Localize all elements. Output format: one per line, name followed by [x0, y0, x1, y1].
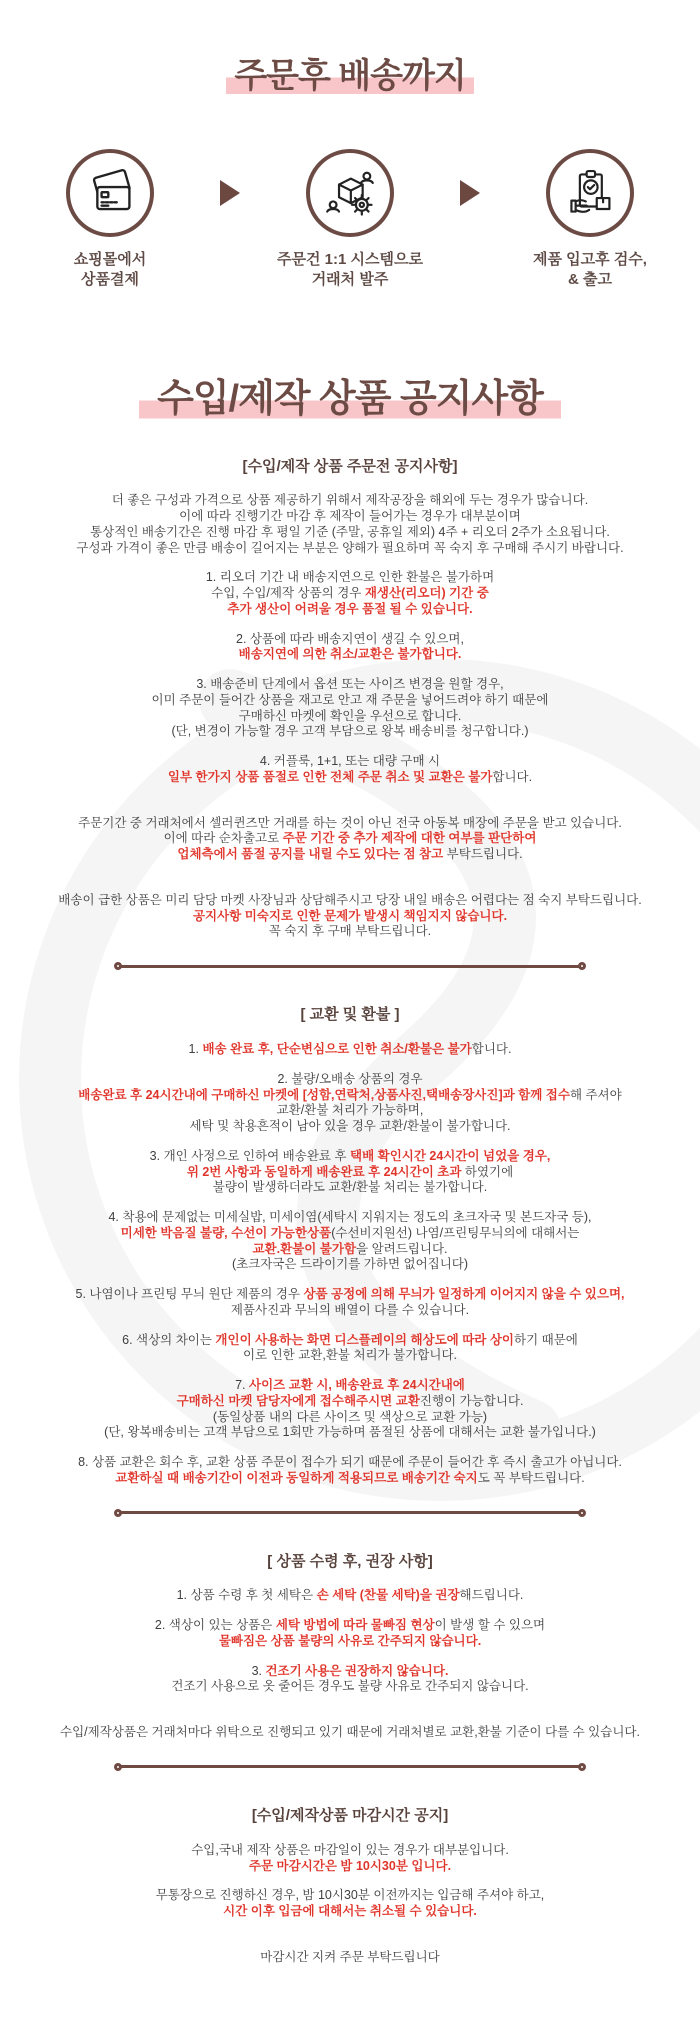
notice-text-red: 사이즈 교환 시, 배송완료 후 24시간내에 — [249, 1378, 465, 1393]
notice-paragraph — [14, 677, 686, 740]
notice-paragraph — [14, 1950, 686, 1966]
notice-text: (수선비지원선) 나염/프린팅무늬의에 대해서는 — [331, 1225, 580, 1240]
process-step — [26, 149, 194, 291]
notice-text-red: 상품 공정에 의해 무늬가 일정하게 이어지지 않을 수 있으며, — [303, 1287, 625, 1302]
notice-text: 꼭 숙지 후 구매 부탁드립니다. — [268, 924, 432, 939]
notice-title — [0, 367, 700, 422]
notice-text: 하였기에 — [461, 1164, 514, 1179]
notice-text-red: 미세한 박음질 불량, 수선이 가능한상품 — [120, 1225, 332, 1240]
order-system-icon — [306, 149, 394, 237]
section-header: [ 상품 수령 후, 권장 사항] — [267, 1552, 433, 1570]
notice-text: 8. 상품 교환은 회수 후, 교환 상품 주문이 접수가 되기 때문에 주문이 들어간 후 즉시 출고가 아닙니다. — [78, 1455, 622, 1470]
divider-dot — [578, 962, 586, 970]
arrow-right-icon — [460, 180, 480, 206]
notice-text-red: 업체측에서 품절 공지를 내릴 수도 있다는 점 참고 — [177, 847, 444, 862]
section-header: [수입/제작상품 마감시간 공지] — [251, 1806, 449, 1824]
notice-text-red: 구매하신 마켓 담당자에게 접수해주시면 교환 — [176, 1393, 420, 1408]
notice-text-red: 교환하실 때 배송기간이 이전과 동일하게 적용되므로 배송기간 숙지 — [115, 1470, 478, 1485]
notice-text-red: 시간 이후 입금에 대해서는 취소될 수 있습니다. — [223, 1904, 477, 1919]
divider-dot — [578, 1763, 586, 1771]
notice-paragraph — [14, 816, 686, 863]
notice-text: 6. 색상의 차이는 — [122, 1332, 216, 1347]
notice-paragraph — [14, 1333, 686, 1365]
notice-text: 1. — [188, 1042, 203, 1057]
notice-paragraph — [14, 632, 686, 664]
notice-text: 도 꼭 부탁드립니다. — [477, 1470, 585, 1485]
notice-paragraph — [14, 1725, 686, 1741]
notice-text: 수입,국내 제작 상품은 마감일이 있는 경우가 대부분입니다. — [191, 1842, 509, 1857]
notice-text: 수입/제작상품은 거래처마다 위탁으로 진행되고 있기 때문에 거래처별로 교환,환불 기준이 다를 수 있습니다. — [60, 1725, 640, 1740]
section-divider — [114, 1509, 586, 1517]
notice-text-red: 배송 완료 후, 단순변심으로 인한 취소/환불은 불가 — [202, 1042, 472, 1057]
notice-text: 3. 개인 사정으로 인하여 배송완료 후 — [149, 1148, 350, 1163]
notice-text-red: 주문 마감시간은 밤 10시30분 입니다. — [248, 1858, 452, 1873]
notice-paragraph — [14, 1455, 686, 1487]
notice-text: 건조기 사용으로 옷 줄어든 경우도 불량 사유로 간주되지 않습니다. — [171, 1679, 529, 1694]
notice-text-red: 위 2번 사항과 동일하게 배송완료 후 24시간이 초과 — [186, 1164, 462, 1179]
notice-text-red: 택배 확인시간 24시간이 넘었을 경우, — [350, 1148, 551, 1163]
notice-text: 더 좋은 구성과 가격으로 상품 제공하기 위해서 제작공장을 해외에 두는 경우가 많습니다. — [111, 493, 589, 508]
process-step — [506, 149, 674, 291]
notice-paragraph — [14, 1664, 686, 1696]
notice-text-red: 물빠짐은 상품 불량의 사유로 간주되지 않습니다. — [218, 1633, 482, 1648]
notice-paragraph — [14, 1618, 686, 1650]
notice-paragraph — [14, 1287, 686, 1319]
notice-text: 교환/환불 처리가 가능하며, — [276, 1103, 424, 1118]
notice-paragraph — [14, 1888, 686, 1920]
notice-text: 제품사진과 무늬의 배열이 다를 수 있습니다. — [230, 1302, 470, 1317]
notice-text: 5. 나염이나 프린팅 무늬 원단 제품의 경우 — [75, 1287, 304, 1302]
notice-text: 세탁 및 착용흔적이 남아 있을 경우 교환/환불이 불가합니다. — [189, 1119, 511, 1134]
notice-text: 이미 주문이 들어간 상품을 재고로 안고 재 주문을 넣어드려야 하기 때문에 — [151, 692, 549, 707]
notice-text: 해 주셔야 — [569, 1087, 622, 1102]
notice-text: 해드립니다. — [459, 1588, 524, 1603]
notice-text: 무통장으로 진행하신 경우, 밤 10시30분 이전까지는 입금해 주셔야 하고, — [155, 1888, 545, 1903]
notice-text: 구매하신 마켓에 확인을 우선으로 합니다. — [238, 708, 462, 723]
notice-title-highlight: 수입/제작 상품 공지사항 — [139, 378, 561, 420]
notice-text: (동일상품 내의 다른 사이즈 및 색상으로 교환 가능) — [212, 1409, 488, 1424]
notice-paragraph — [14, 1210, 686, 1273]
process-step-label: 제품 입고후 검수, & 출고 — [533, 251, 647, 289]
process-step-label: 쇼핑몰에서 상품결제 — [73, 251, 147, 289]
notice-text: 3. — [251, 1663, 266, 1678]
notice-text: 합니다. — [471, 1042, 512, 1057]
notice-text: 이 발생 할 수 있으며 — [434, 1618, 546, 1633]
notice-text: 수입, 수입/제작 상품의 경우 — [211, 586, 365, 601]
section-header: [ 교환 및 환불 ] — [300, 1006, 400, 1024]
notice-text: 7. — [235, 1378, 250, 1393]
notice-paragraph — [14, 1843, 686, 1875]
notice-text: (초크자국은 드라이기를 가하면 없어집니다) — [231, 1257, 469, 1272]
inspection-icon — [546, 149, 634, 237]
notice-text: 통상적인 배송기간은 진행 마감 후 평일 기준 (주말, 공휴일 제외) 4주 + 리오더 2주가 소요됩니다. — [90, 524, 610, 539]
credit-card-icon — [66, 149, 154, 237]
notice-text-red: 개인이 사용하는 화면 디스플레이의 해상도에 따라 상이 — [215, 1332, 514, 1347]
notice-text-red: 건조기 사용은 권장하지 않습니다. — [265, 1663, 449, 1678]
notice-text: 구성과 가격이 좋은 만큼 배송이 길어지는 부분은 양해가 필요하며 꼭 숙지 후 구매해 주시기 바랍니다. — [76, 540, 624, 555]
notice-text-red: 추가 생산이 어려울 경우 품절 될 수 있습니다. — [227, 601, 473, 616]
notice-text-red: 배송지연에 의한 취소/교환은 불가합니다. — [238, 647, 462, 662]
notice-text-red: 손 세탁 (찬물 세탁)을 권장 — [316, 1588, 460, 1603]
divider-line — [121, 965, 579, 968]
arrow-right-icon — [220, 180, 240, 206]
notice-text: 을 알려드립니다. — [356, 1241, 448, 1256]
notice-paragraph — [14, 1072, 686, 1135]
notice-text: 부탁드립니다. — [443, 847, 523, 862]
notice-paragraph — [14, 1588, 686, 1604]
process-step-label: 주문건 1:1 시스템으로 거래처 발주 — [277, 251, 423, 289]
notice-paragraph — [14, 1149, 686, 1196]
notice-text: 2. 상품에 따라 배송지연이 생길 수 있으며, — [236, 631, 464, 646]
notice-text: 2. 색상이 있는 상품은 — [154, 1618, 276, 1633]
notice-body — [14, 458, 686, 1966]
notice-text: 이로 인한 교환,환불 처리가 불가합니다. — [242, 1348, 458, 1363]
notice-text-red: 재생산(리오더) 기간 중 — [364, 586, 489, 601]
notice-text: (단, 왕복배송비는 고객 부담으로 1회만 가능하며 품절된 상품에 대해서는 교환 불가입니다.) — [104, 1425, 596, 1440]
notice-text: 마감시간 지켜 주문 부탁드립니다 — [260, 1949, 440, 1964]
notice-paragraph — [14, 1378, 686, 1441]
section-divider — [114, 962, 586, 970]
notice-text: 이에 따라 진행기간 마감 후 제작이 들어가는 경우가 대부분이며 — [179, 509, 521, 524]
notice-paragraph — [14, 1042, 686, 1058]
notice-text: 주문기간 중 거래처에서 셀러퀸즈만 거래를 하는 것이 아닌 전국 아동복 매장에 주문을 받고 있습니다. — [78, 815, 622, 830]
notice-text: 이에 따라 순차출고로 — [163, 831, 283, 846]
notice-text: 2. 불량/오배송 상품의 경우 — [277, 1071, 423, 1086]
notice-text: 4. 착용에 문제없는 미세실밥, 미세이염(세탁시 지워지는 정도의 초크자국 및 본드자국 등), — [108, 1210, 592, 1225]
notice-paragraph — [14, 493, 686, 556]
notice-paragraph — [14, 754, 686, 786]
notice-text: 1. 상품 수령 후 첫 세탁은 — [176, 1588, 317, 1603]
divider-line — [121, 1765, 579, 1768]
divider-line — [121, 1511, 579, 1514]
notice-text-red: 주문 기간 중 추가 제작에 대한 여부를 판단하여 — [282, 831, 537, 846]
notice-text: (단, 변경이 가능할 경우 고객 부담으로 왕복 배송비를 청구합니다.) — [171, 724, 529, 739]
process-step — [266, 149, 434, 291]
section-header: [수입/제작 상품 주문전 공지사항] — [242, 457, 458, 475]
process-steps — [0, 149, 700, 291]
notice-text: 배송이 급한 상품은 미리 담당 마켓 사장님과 상담해주시고 당장 내일 배송은 어렵다는 점 숙지 부탁드립니다. — [58, 892, 642, 907]
notice-text: 하기 때문에 — [514, 1332, 578, 1347]
notice-text-red: 일부 한가지 상품 품절로 인한 전체 주문 취소 및 교환은 불가 — [167, 769, 493, 784]
divider-dot — [578, 1509, 586, 1517]
notice-text: 진행이 가능합니다. — [419, 1393, 524, 1408]
notice-text: 합니다. — [492, 769, 533, 784]
notice-paragraph — [14, 893, 686, 940]
notice-text-red: 교환.환불이 불가함 — [252, 1241, 357, 1256]
notice-text-red: 세탁 방법에 따라 물빠짐 현상 — [275, 1618, 435, 1633]
notice-text: 불량이 발생하더라도 교환/환불 처리는 불가합니다. — [212, 1180, 488, 1195]
section-divider — [114, 1763, 586, 1771]
notice-text: 1. 리오더 기간 내 배송지연으로 인한 환불은 불가하며 — [205, 570, 495, 585]
notice-text: 4. 커플룩, 1+1, 또는 대량 구매 시 — [259, 754, 441, 769]
process-title — [0, 0, 700, 97]
process-title-highlight: 주문후 배송까지 — [226, 57, 473, 95]
notice-text-red: 공지사항 미숙지로 인한 문제가 발생시 책임지지 않습니다. — [192, 908, 508, 923]
notice-text-red: 배송완료 후 24시간내에 구매하신 마켓에 [성함,연락처,상품사진,택배송장사진]과 함께 접수 — [78, 1087, 570, 1102]
notice-paragraph — [14, 570, 686, 617]
notice-text: 3. 배송준비 단계에서 옵션 또는 사이즈 변경을 원할 경우, — [196, 677, 504, 692]
